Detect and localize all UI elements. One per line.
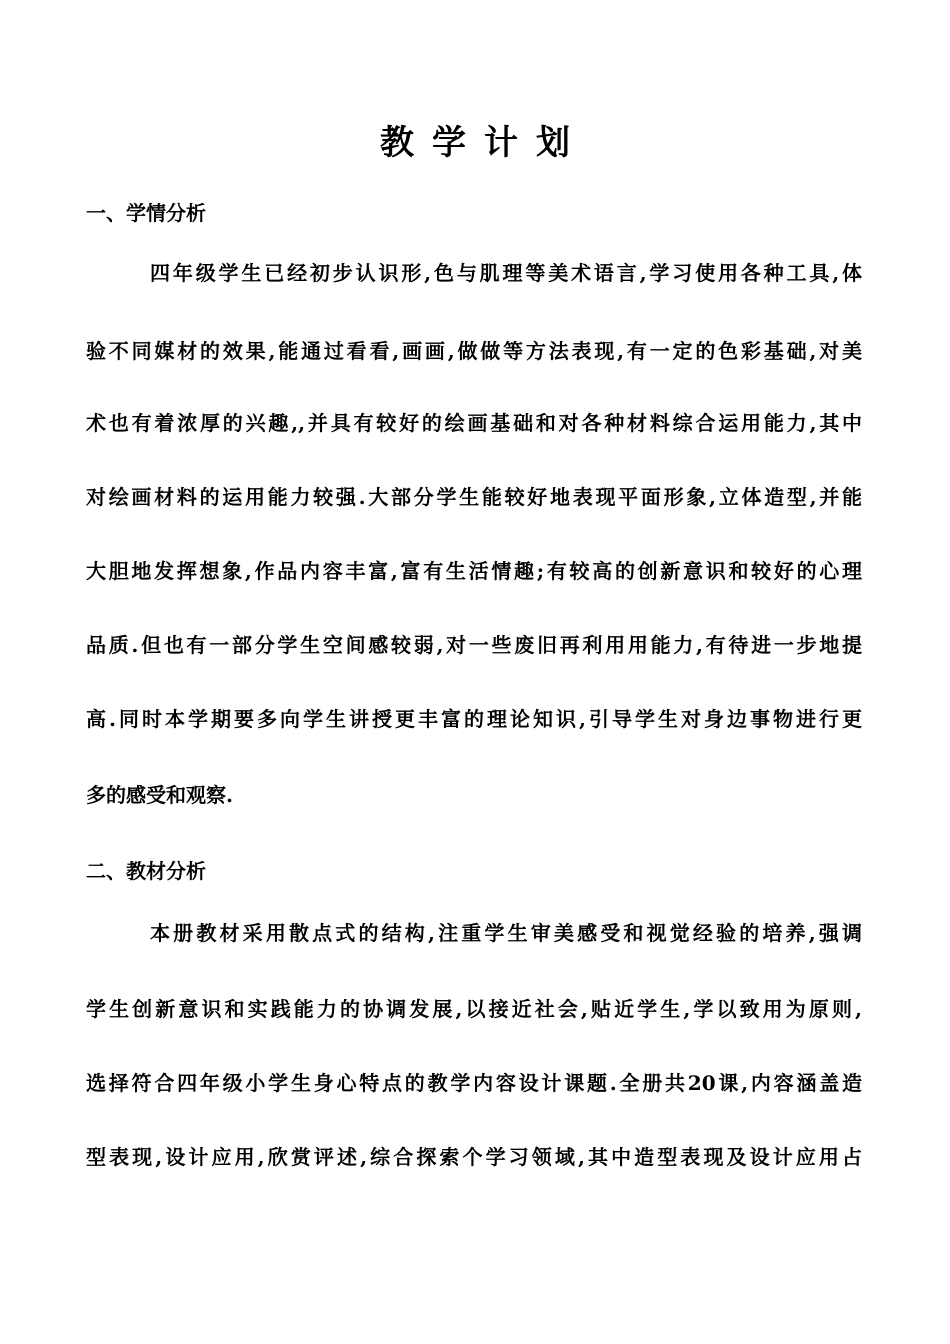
paragraph-line: 术也有着浓厚的兴趣,,并具有较好的绘画基础和对各种材料综合运用能力,其中 [86, 411, 862, 435]
paragraph-line: 高.同时本学期要多向学生讲授更丰富的理论知识,引导学生对身边事物进行更 [86, 707, 862, 731]
paragraph-line: 大胆地发挥想象,作品内容丰富,富有生活情趣;有较高的创新意识和较好的心理 [86, 559, 862, 583]
paragraph-line: 验不同媒材的效果,能通过看看,画画,做做等方法表现,有一定的色彩基础,对美 [86, 339, 862, 363]
section-heading-textbook-analysis: 二、教材分析 [86, 859, 206, 883]
paragraph-line: 型表现,设计应用,欣赏评述,综合探索个学习领域,其中造型表现及设计应用占 [86, 1145, 862, 1169]
section-heading-student-analysis: 一、学情分析 [86, 201, 206, 225]
paragraph-line: 四年级学生已经初步认识形,色与肌理等美术语言,学习使用各种工具,体 [150, 261, 862, 285]
paragraph-line: 多的感受和观察. [86, 783, 233, 807]
paragraph-line: 选择符合四年级小学生身心特点的教学内容设计课题.全册共20课,内容涵盖造 [86, 1071, 862, 1095]
paragraph-line: 本册教材采用散点式的结构,注重学生审美感受和视觉经验的培养,强调 [150, 921, 862, 945]
paragraph-line: 学生创新意识和实践能力的协调发展,以接近社会,贴近学生,学以致用为原则, [86, 997, 862, 1021]
paragraph-line: 对绘画材料的运用能力较强.大部分学生能较好地表现平面形象,立体造型,并能 [86, 485, 862, 509]
document-title: 教学计划 [380, 123, 588, 163]
paragraph-line: 品质.但也有一部分学生空间感较弱,对一些废旧再利用用能力,有待进一步地提 [86, 633, 862, 657]
